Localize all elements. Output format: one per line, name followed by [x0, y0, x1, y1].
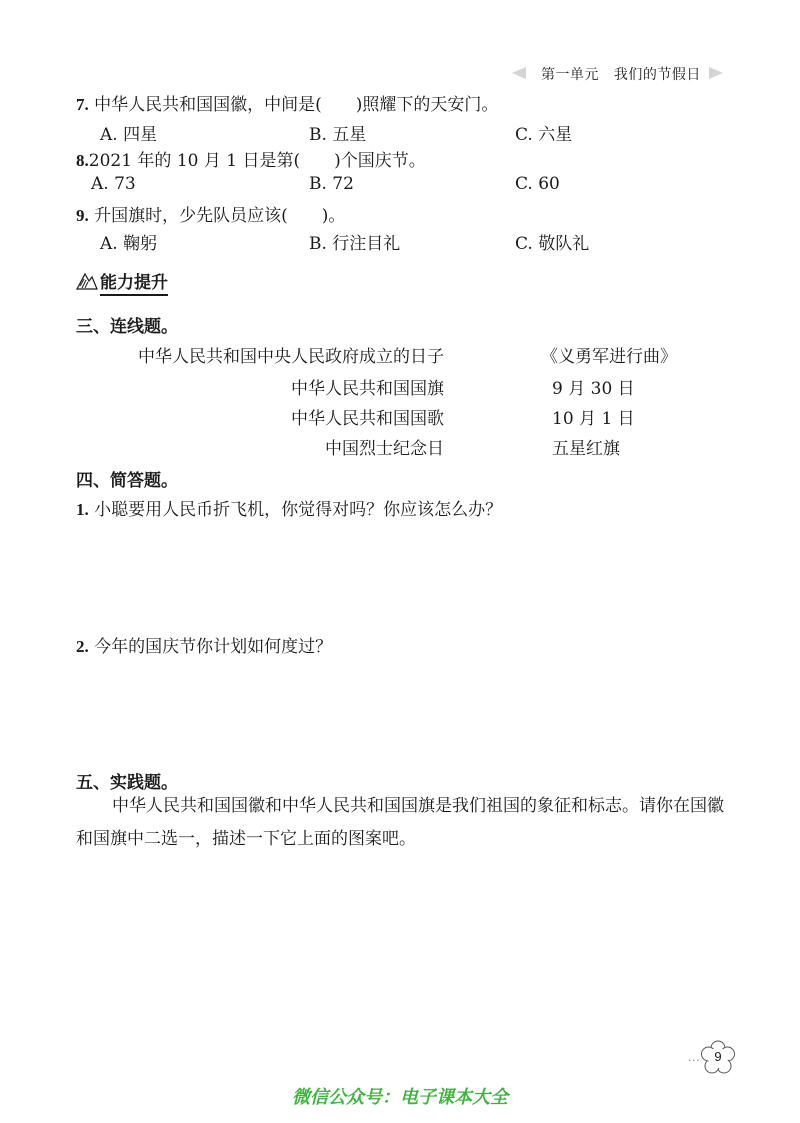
matching-title: 三、连线题。	[76, 317, 178, 337]
running-header	[541, 64, 701, 84]
question-7	[76, 90, 498, 115]
matching-right-item[interactable]: 9 月 30 日	[552, 379, 635, 399]
header-left-triangle	[512, 67, 526, 79]
matching-left-item[interactable]: 中国烈士纪念日	[325, 439, 444, 459]
matching-left-item[interactable]: 中华人民共和国国旗	[291, 379, 444, 399]
unit-title: 我们的节假日	[613, 67, 701, 83]
question-number: 9.	[76, 206, 89, 225]
option-b[interactable]: B. 72	[309, 174, 354, 194]
practice-title: 五、实践题。	[76, 773, 178, 793]
question-number: 1.	[76, 500, 89, 519]
option-c[interactable]: C. 六星	[515, 125, 573, 145]
option-c[interactable]: C. 敬队礼	[515, 234, 590, 254]
option-c[interactable]: C. 60	[515, 174, 560, 194]
header-right-triangle	[709, 67, 723, 79]
option-a[interactable]: A. 鞠躬	[100, 234, 158, 254]
question-text: 今年的国庆节你计划如何度过？	[94, 637, 333, 657]
answer-area-1[interactable]	[76, 525, 726, 625]
question-stem-start: 中华人民共和国国徽，中间是(	[94, 95, 322, 115]
question-number: 8.	[76, 151, 89, 170]
page-number: 9	[714, 1049, 722, 1064]
short-answer-title: 四、简答题。	[76, 471, 178, 491]
question-stem-end: )。	[321, 206, 346, 226]
mountain-icon	[76, 270, 98, 290]
matching-left-item[interactable]: 中华人民共和国中央人民政府成立的日子	[138, 347, 444, 367]
short-answer-question-2	[76, 632, 332, 657]
option-b[interactable]: B. 五星	[309, 125, 367, 145]
unit-label: 第一单元	[541, 67, 599, 83]
answer-area-3[interactable]	[76, 860, 726, 1020]
question-stem-end: )个国庆节。	[334, 151, 426, 171]
question-number: 7.	[76, 95, 89, 114]
practice-text: 中华人民共和国国徽和中华人民共和国国旗是我们祖国的象征和标志。请你在国徽和国旗中二选一，描述一下它上面的图案吧。	[76, 796, 724, 849]
option-a[interactable]: A. 四星	[100, 125, 158, 145]
section-banner-label: 能力提升	[100, 268, 168, 296]
question-stem-start: 升国旗时，少先队员应该(	[94, 206, 288, 226]
answer-area-2[interactable]	[76, 662, 726, 762]
option-a[interactable]: A. 73	[91, 174, 136, 194]
option-b[interactable]: B. 行注目礼	[309, 234, 401, 254]
page-number-badge	[700, 1040, 736, 1076]
footer-watermark: 微信公众号：电子课本大全	[292, 1087, 508, 1108]
matching-left-item[interactable]: 中华人民共和国国歌	[291, 409, 444, 429]
question-number: 2.	[76, 637, 89, 656]
page-number-dots: ···	[688, 1056, 701, 1067]
matching-right-item[interactable]: 《义勇军进行曲》	[541, 347, 677, 367]
question-stem-start: 2021 年的 10 月 1 日是第(	[88, 151, 301, 171]
question-stem-end: )照耀下的天安门。	[355, 95, 499, 115]
matching-right-item[interactable]: 10 月 1 日	[552, 409, 635, 429]
matching-right-item[interactable]: 五星红旗	[552, 439, 620, 459]
question-text: 小聪要用人民币折飞机，你觉得对吗？你应该怎么办？	[94, 500, 503, 520]
short-answer-question-1	[76, 495, 502, 520]
question-8	[76, 146, 426, 171]
question-9	[76, 201, 345, 226]
